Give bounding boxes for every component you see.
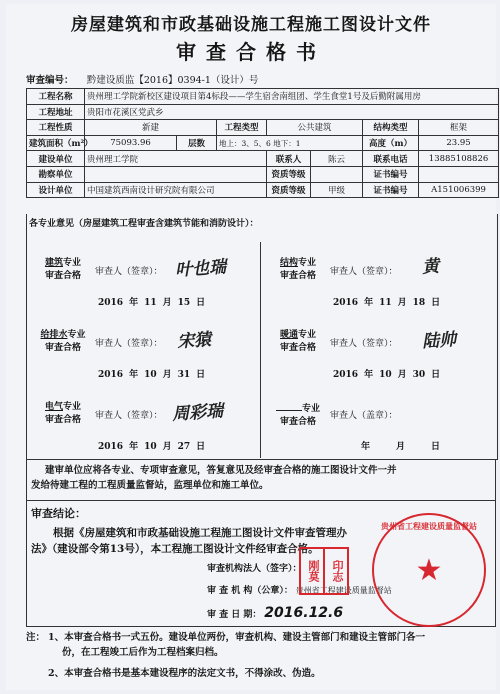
design-cert-value: A151006399	[419, 182, 499, 198]
table-row	[27, 182, 499, 198]
reviewer-signature: 叶也瑞	[174, 257, 227, 281]
discipline-name: 建筑专业 审查合格	[44, 258, 82, 281]
table-row	[27, 166, 499, 182]
discipline-architecture	[27, 232, 260, 307]
reviewer-label: 审查人（盖章）：	[330, 411, 398, 421]
document-title: 房屋建筑和市政基础设施工程施工图设计文件	[71, 15, 431, 35]
structure-type-label: 结构类型	[363, 120, 419, 136]
discipline-name: 电气专业 审查合格	[44, 402, 82, 425]
reviewer-signature: 周彩瑞	[171, 401, 224, 425]
survey-unit-label: 勘察单位	[27, 166, 85, 182]
notes-label: 注：	[26, 632, 46, 643]
reviewer-signature: 黄	[421, 256, 440, 278]
builder-value: 贵州理工学院	[85, 151, 267, 167]
height-label: 高度（m）	[363, 135, 419, 151]
name-stamp-1: 刚莫	[299, 547, 325, 595]
org-label: 审 查 机 构（公章）：	[207, 586, 293, 596]
reviewer-label: 审查人（签章）：	[95, 267, 163, 277]
notes	[26, 630, 496, 681]
review-number-label: 审查编号：	[26, 75, 74, 86]
project-nature-value: 新建	[85, 120, 217, 136]
phone-value: 13885108826	[419, 151, 499, 167]
structure-type-value: 框架	[419, 120, 499, 136]
reviewer-signature: 陆帅	[421, 329, 457, 353]
discipline-hvac	[262, 304, 495, 379]
project-info-table	[26, 88, 499, 198]
design-unit-value: 中国建筑西南设计研究院有限公司	[85, 182, 267, 198]
discipline-plumbing	[27, 304, 260, 379]
discipline-name: 暖通专业 审查合格	[279, 330, 317, 353]
notice-text	[26, 459, 496, 501]
conclusion-header: 审查结论：	[31, 507, 86, 520]
notice-line-2: 发给待建工程的工程质量监督站，监理单位和施工单位。	[31, 480, 269, 491]
survey-cert-label: 证书编号	[363, 166, 419, 182]
discipline-other	[262, 376, 495, 451]
reviewer-label: 审查人（签章）：	[95, 339, 163, 349]
survey-qual-label: 资质等级	[267, 166, 311, 182]
date-value: 2016.12.6	[264, 605, 344, 621]
conclusion-line-2: 法》（建设部令第13号），本工程施工图设计文件经审查合格。	[31, 543, 319, 555]
discipline-name: 结构专业 审查合格	[279, 258, 317, 281]
org-value: 贵州省工程建设质量监督站	[295, 586, 392, 595]
review-date: 年 月 日	[361, 442, 441, 452]
floors-value: 地上：3、5、6 地下：1	[217, 135, 363, 151]
note-1-line-2: 份，在工程竣工后作为工程档案归档。	[62, 647, 224, 658]
reviewer-label: 审查人（签章）：	[95, 411, 163, 421]
project-name-label: 工程名称	[27, 89, 85, 105]
design-unit-label: 设计单位	[27, 182, 85, 198]
discipline-name: 专业 审查合格	[274, 401, 322, 429]
floors-label: 层数	[177, 135, 217, 151]
review-date: 2016 年 11 月 15 日	[98, 298, 206, 308]
review-date: 2016 年 10 月 30 日	[333, 370, 441, 380]
review-date: 2016 年 10 月 27 日	[98, 442, 206, 452]
note-1-line-1: 1、本审查合格书一式五份。建设单位两份，审查机构、建设主管部门和建设主管部门各一	[48, 632, 426, 643]
reviewer-label: 审查人（签章）：	[330, 267, 398, 277]
height-value: 23.95	[419, 135, 499, 151]
conclusion-line-1: 根据《房屋建筑和市政基础设施工程施工图设计文件审查管理办	[53, 527, 347, 539]
date-line	[207, 605, 343, 621]
note-item-1	[26, 630, 496, 660]
design-cert-label: 证书编号	[363, 182, 419, 198]
review-number	[26, 72, 258, 86]
project-nature-label: 工程性质	[27, 120, 85, 136]
document-subtitle: 审查合格书	[176, 40, 326, 64]
discipline-name: 给排水专业 审查合格	[40, 330, 86, 353]
table-row	[27, 104, 499, 120]
phone-label: 联系电话	[363, 151, 419, 167]
builder-label: 建设单位	[27, 151, 85, 167]
contact-label: 联系人	[267, 151, 311, 167]
project-type-label: 工程类型	[217, 120, 267, 136]
official-seal	[372, 513, 486, 627]
project-name-value: 贵州理工学院新校区建设项目第4标段——学生宿舍南组团、学生食堂1号及后勤附属用房	[85, 89, 499, 105]
column-divider	[260, 242, 261, 458]
table-row	[27, 89, 499, 105]
review-date: 2016 年 11 月 18 日	[333, 298, 441, 308]
project-type-value: 公共建筑	[267, 120, 363, 136]
project-address-label: 工程地址	[27, 104, 85, 120]
reviewer-signature: 宋猿	[176, 329, 212, 353]
date-label: 审 查 日 期：	[207, 610, 262, 620]
survey-unit-value	[85, 166, 267, 182]
notice-line-1: 建审单位应将各专业、专项审查意见，答复意见及经审查合格的施工图设计文件一并	[45, 465, 397, 476]
discipline-opinions	[26, 214, 498, 460]
table-row	[27, 120, 499, 136]
survey-cert-value	[419, 166, 499, 182]
design-qual-value: 甲级	[311, 182, 363, 198]
name-stamp-2: 印志	[323, 547, 349, 595]
note-item-2: 2、本审查合格书是基本建设程序的法定文书，不得涂改、伪造。	[48, 668, 321, 679]
discipline-electrical	[27, 376, 260, 451]
table-row	[27, 151, 499, 167]
opinions-header: 各专业意见（房屋建筑工程审查含建筑节能和消防设计）：	[29, 219, 259, 229]
certificate-page	[6, 4, 496, 690]
project-address-value: 贵阳市花溪区党武乡	[85, 104, 499, 120]
survey-qual-value	[311, 166, 363, 182]
seal-text: 贵州省工程建设质量监督站	[381, 521, 477, 531]
review-conclusion	[26, 501, 496, 627]
area-value: 75093.96	[85, 135, 177, 151]
reviewer-label: 审查人（签章）：	[330, 339, 398, 349]
table-row	[27, 135, 499, 151]
legal-rep-label: 审查机构法人（签字）：	[207, 564, 302, 574]
review-number-value: 黔建设质监【2016】0394-1（设计）号	[86, 75, 259, 86]
area-label: 建筑面积（m²）	[27, 135, 85, 151]
design-qual-label: 资质等级	[267, 182, 311, 198]
review-date: 2016 年 10 月 31 日	[98, 370, 206, 380]
legal-rep-line	[207, 561, 302, 574]
discipline-structure	[262, 232, 495, 307]
seal-star-icon: ★	[415, 552, 443, 588]
contact-value: 陈云	[311, 151, 363, 167]
